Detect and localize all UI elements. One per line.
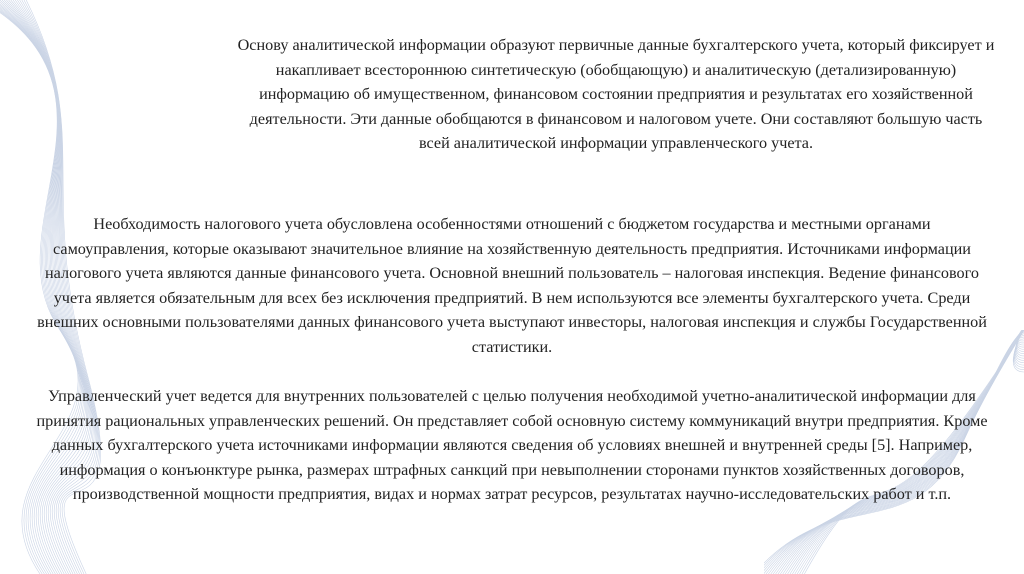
text-line: информация о конъюнктуре рынка, размерах штрафных санкций при невыполнении сторонами пунктов хозяйственных договоров, xyxy=(59,460,965,479)
text-line: Основу аналитической информации образуют первичные данные бухгалтерского учета, который фиксирует и xyxy=(237,36,995,54)
text-line: учета является обязательным для всех без исключения предприятий. В нем используются все элементы бухгалтерского учета. Среди xyxy=(53,288,971,307)
paragraph-management-accounting xyxy=(0,384,1024,507)
text-line: Управленческий учет ведется для внутренних пользователей с целью получения необходимой учетно-аналитической информации для xyxy=(48,387,976,405)
text-line: внешних основными пользователями данных финансового учета выступают инвесторы, налоговая инспекция и службы Государственной xyxy=(37,313,987,332)
text-line: данных бухгалтерского учета источниками информации являются сведения об условиях внешней и внутренней среды [5]. Например, xyxy=(51,436,973,455)
text-line: принятия рациональных управленческих решений. Он представляет собой основную систему коммуникаций внутри предприятия. Кроме xyxy=(36,411,988,430)
text-line: информацию об имущественном, финансовом состоянии предприятия и результатах его хозяйственной xyxy=(259,85,973,104)
paragraph-tax-accounting xyxy=(0,212,1024,360)
text-line: производственной мощности предприятия, видах и нормах затрат ресурсов, результатах научно-исследовательских работ и т.п. xyxy=(72,485,952,504)
text-line: статистики. xyxy=(471,337,553,356)
text-line: всей аналитической информации управленческого учета. xyxy=(418,134,814,153)
paragraph-analytic-info xyxy=(205,33,1024,156)
text-line: налогового учета являются данные финансового учета. Основной внешний пользователь – налоговая инспекция. Ведение финансового xyxy=(45,264,979,283)
text-line: деятельности. Эти данные обобщаются в финансовом и налоговом учете. Они составляют большую часть xyxy=(249,109,983,128)
text-line: самоуправления, которые оказывают значительное влияние на хозяйственную деятельность предприятия. Источниками информации xyxy=(53,239,971,258)
text-line: Необходимость налогового учета обусловлена особенностями отношений с бюджетом государства и местными органами xyxy=(93,215,931,233)
text-line: накапливает всестороннюю синтетическую (обобщающую) и аналитическую (детализированную) xyxy=(275,60,957,79)
